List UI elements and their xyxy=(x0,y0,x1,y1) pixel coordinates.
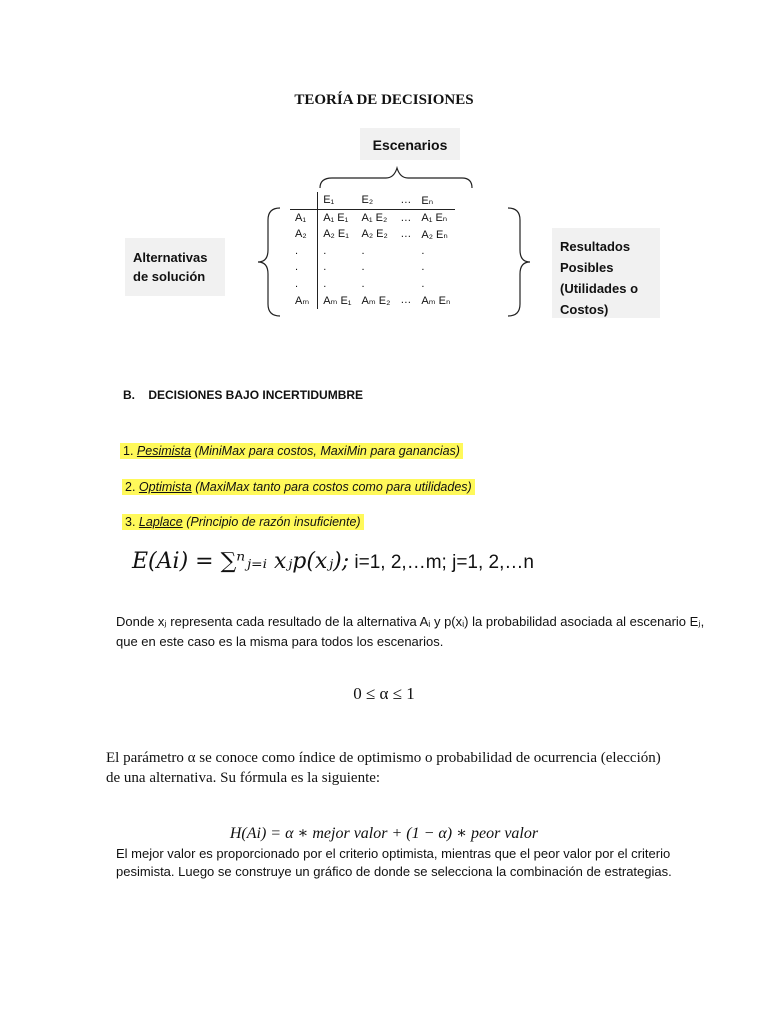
criterion-name: Pesimista xyxy=(136,444,192,458)
matrix-cell: Aₘ Eₙ xyxy=(421,294,451,307)
criterion-highlight xyxy=(120,443,463,459)
criterion-number: 2. xyxy=(125,480,136,494)
matrix-header-row xyxy=(290,192,455,209)
formula-indices: i=1, 2,…m; j=1, 2,…n xyxy=(349,552,534,573)
alternativas-line: de solución xyxy=(133,269,206,284)
paragraph: El parámetro α se conoce como índice de optimismo o probabilidad de ocurrencia (elección) de una alternativa. Su fórmula es la siguiente: xyxy=(106,750,661,786)
matrix-cell: … xyxy=(400,211,412,224)
resultados-line: (Utilidades o xyxy=(560,281,639,296)
matrix-row xyxy=(290,292,455,309)
criterion-highlight xyxy=(122,514,364,530)
resultados-line: Posibles xyxy=(560,260,614,275)
matrix-cell: . xyxy=(323,261,327,274)
decision-matrix xyxy=(290,192,455,309)
criterion-desc: (MaxiMax tanto para costos como para utilidades) xyxy=(191,480,472,494)
matrix-cell: . xyxy=(361,277,365,290)
header-cell: Eₙ xyxy=(416,192,455,209)
alternativas-label xyxy=(125,238,225,296)
criterion-item xyxy=(120,442,463,460)
escenarios-label: Escenarios xyxy=(360,128,460,160)
matrix-cell: . xyxy=(421,244,425,257)
criterion-name: Laplace xyxy=(138,515,183,529)
matrix-row xyxy=(290,243,455,260)
matrix-cell: . xyxy=(323,244,327,257)
header-cell: E₂ xyxy=(357,192,396,209)
matrix-row xyxy=(290,209,455,226)
matrix-cell: … xyxy=(400,228,412,241)
resultados-line: Resultados xyxy=(560,239,631,254)
matrix-row xyxy=(290,259,455,276)
matrix-cell: … xyxy=(400,294,412,307)
hurwicz-formula: H(Ai) = α ∗ mejor valor + (1 − α) ∗ peor valor xyxy=(229,825,539,842)
matrix-cell: A₁ E₂ xyxy=(361,211,388,224)
matrix-cell xyxy=(395,259,416,276)
matrix-cell: A₁ Eₙ xyxy=(421,212,448,225)
matrix-cell: Aₘ E₂ xyxy=(361,294,391,307)
formula-expression: E(Ai) = ∑ⁿⱼ₌ᵢ xⱼp(xⱼ); xyxy=(132,549,350,574)
matrix-cell: . xyxy=(323,277,327,290)
alpha-inequality: 0 ≤ α ≤ 1 xyxy=(353,684,415,703)
row-header: Aₘ xyxy=(290,292,318,309)
matrix-row xyxy=(290,226,455,243)
matrix-row xyxy=(290,276,455,293)
right-brace xyxy=(508,208,530,316)
criterion-number: 1. xyxy=(123,444,134,458)
row-header: A₂ xyxy=(290,226,318,243)
matrix-cell: A₂ Eₙ xyxy=(421,228,448,241)
page-title: TEORÍA DE DECISIONES xyxy=(294,92,474,108)
row-header: . xyxy=(290,243,318,260)
matrix-cell: . xyxy=(421,261,425,274)
matrix-cell xyxy=(395,243,416,260)
resultados-label xyxy=(552,228,660,318)
criterion-item xyxy=(122,478,475,496)
matrix-cell xyxy=(395,276,416,293)
paragraph: El mejor valor es proporcionado por el criterio optimista, mientras que el peor valor por el criterio pesimista. Luego se construye un gráfico de donde se selecciona la combinación de estrategias. xyxy=(116,846,672,879)
expected-value-formula xyxy=(132,548,534,574)
criterion-desc: (Principio de razón insuficiente) xyxy=(182,515,361,529)
matrix-cell: . xyxy=(361,244,365,257)
matrix-cell: . xyxy=(361,261,365,274)
matrix-cell: Aₘ E₁ xyxy=(323,294,352,307)
criterion-desc: (MiniMax para costos, MaxiMin para ganancias) xyxy=(191,444,460,458)
row-header: . xyxy=(290,259,318,276)
section-heading: B. DECISIONES BAJO INCERTIDUMBRE xyxy=(123,388,364,402)
resultados-line: Costos) xyxy=(560,302,609,317)
matrix-cell: A₂ E₁ xyxy=(323,228,349,241)
row-header: A₁ xyxy=(290,209,318,226)
row-header: . xyxy=(290,276,318,293)
matrix-cell: A₂ E₂ xyxy=(361,228,388,241)
criterion-highlight xyxy=(122,479,475,495)
criterion-item xyxy=(122,513,364,531)
matrix-cell: . xyxy=(421,277,425,290)
criterion-number: 3. xyxy=(125,515,136,529)
paragraph: Donde xⱼ representa cada resultado de la alternativa Aᵢ y p(xᵢ) la probabilidad asociada al escenario Eⱼ, que en este caso es la misma para todos los escenarios. xyxy=(116,614,705,649)
left-brace xyxy=(258,208,280,316)
header-cell: … xyxy=(395,192,416,209)
alternativas-line: Alternativas xyxy=(133,250,208,265)
criterion-name: Optimista xyxy=(138,480,192,494)
matrix-cell: A₁ E₁ xyxy=(323,211,349,224)
header-cell: E₁ xyxy=(318,192,357,209)
top-brace xyxy=(320,168,472,188)
